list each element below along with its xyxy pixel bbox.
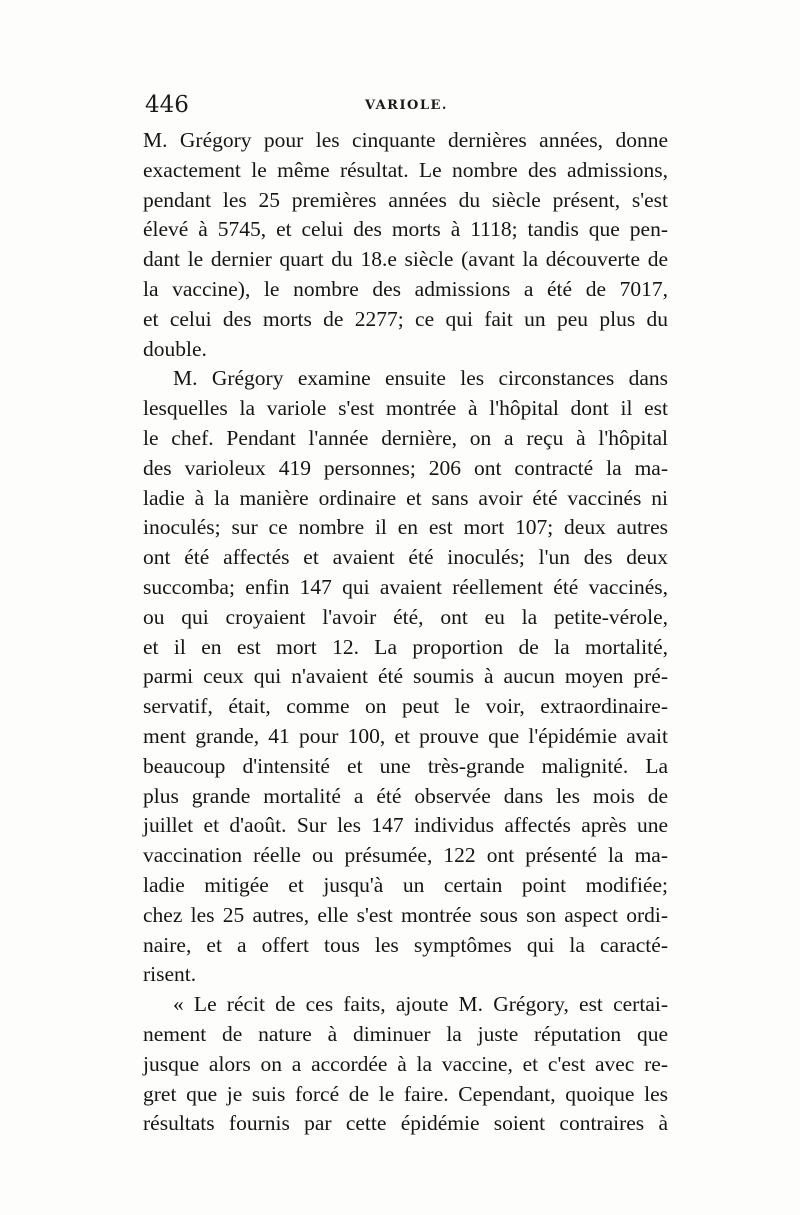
text-line: servatif, était, comme on peut le voir, extraordinaire- [143,694,668,719]
text-line: ladie mitigée et jusqu'à un certain point modifiée; [143,872,668,897]
text-line: chez les 25 autres, elle s'est montrée sous son aspect ordi- [143,902,668,927]
text-line: la vaccine), le nombre des admissions a été de 7017, [143,276,668,301]
text-line: « Le récit de ces faits, ajoute M. Grégory, est certai- [173,992,668,1017]
text-line: nement de nature à diminuer la juste réputation que [143,1021,668,1046]
text-line: beaucoup d'intensité et une très-grande malignité. La [143,753,668,778]
text-line: pendant les 25 premières années du siècle présent, s'est [143,187,668,212]
text-line: résultats fournis par cette épidémie soient contraires à [143,1111,668,1136]
text-line: M. Grégory examine ensuite les circonstances dans [173,366,668,391]
text-line: plus grande mortalité a été observée dans les mois de [143,783,668,808]
text-line: et celui des morts de 2277; ce qui fait un peu plus du [143,306,668,331]
text-line: naire, et a offert tous les symptômes qui la caracté- [143,932,668,957]
text-line: vaccination réelle ou présumée, 122 ont présenté la ma- [143,843,668,868]
text-line: lesquelles la variole s'est montrée à l'hôpital dont il est [143,396,668,421]
text-line: M. Grégory pour les cinquante dernières années, donne [143,128,668,152]
text-line: risent. [143,962,197,987]
text-line: et il en est mort 12. La proportion de la mortalité, [143,634,668,659]
text-line: succomba; enfin 147 qui avaient réellement été vaccinés, [143,574,668,599]
text-line: ou qui croyaient l'avoir été, ont eu la petite-vérole, [143,604,668,629]
page-number: 446 [145,92,189,118]
text-line: ont été affectés et avaient été inoculés; l'un des deux [143,545,668,570]
text-line: juillet et d'août. Sur les 147 individus affectés après une [143,813,668,838]
text-line: dant le dernier quart du 18.e siècle (avant la découverte de [143,247,668,272]
page-header [145,92,670,122]
text-line: ladie à la manière ordinaire et sans avoir été vaccinés ni [143,485,668,510]
text-line: le chef. Pendant l'année dernière, on a reçu à l'hôpital [143,425,668,450]
text-line: gret que je suis forcé de le faire. Cependant, quoique les [143,1081,668,1106]
body-text [143,126,668,1139]
text-line: double. [143,336,207,361]
text-line: ment grande, 41 pour 100, et prouve que l'épidémie avait [143,723,668,748]
text-line: jusque alors on a accordée à la vaccine, et c'est avec re- [143,1051,668,1076]
running-head: VARIOLE. [365,98,448,113]
text-line: exactement le même résultat. Le nombre des admissions, [143,157,668,182]
text-line: inoculés; sur ce nombre il en est mort 107; deux autres [143,515,668,540]
text-line: des varioleux 419 personnes; 206 ont contracté la ma- [143,455,668,480]
text-line: élevé à 5745, et celui des morts à 1118; tandis que pen- [143,217,668,242]
text-line: parmi ceux qui n'avaient été soumis à aucun moyen pré- [143,664,668,689]
